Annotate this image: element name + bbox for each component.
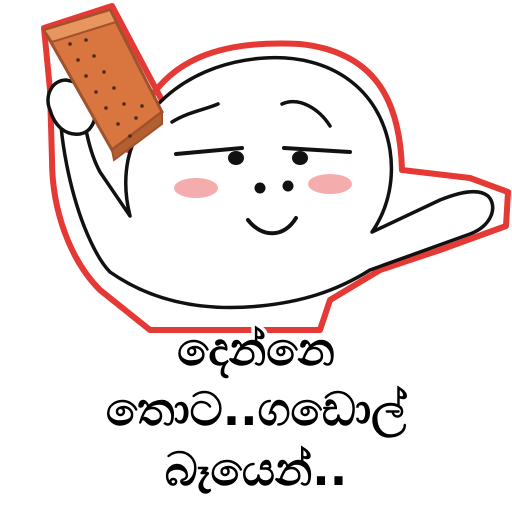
right-cheek-blush bbox=[308, 174, 352, 194]
right-nostril bbox=[283, 181, 294, 192]
left-pupil bbox=[228, 151, 244, 165]
caption-line-1: දෙන්නෙ bbox=[177, 322, 335, 376]
caption-line-3: බෑයෙන්.. bbox=[164, 442, 348, 496]
left-cheek-blush bbox=[174, 178, 218, 198]
right-pupil bbox=[292, 151, 308, 165]
caption-line-2: තොට..ගඩොල් bbox=[105, 382, 407, 436]
left-nostril bbox=[255, 183, 266, 194]
